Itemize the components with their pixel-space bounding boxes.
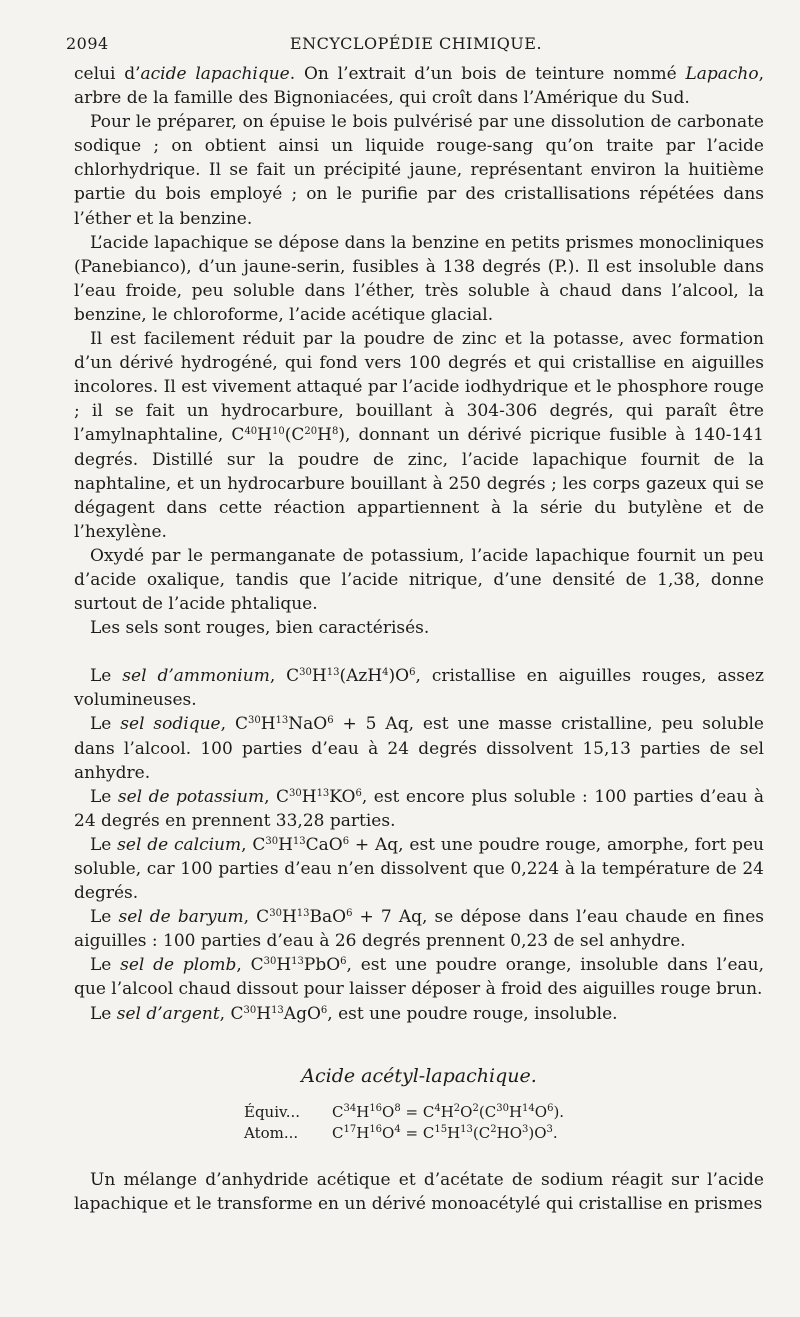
- paragraph: Le sel de plomb, $C^{30}H^{13}PbO^6$, est une poudre orange, insoluble dans l’eau, que l’alcool chaud dissout pour laisser déposer à froid des aiguilles rouge brun.: [74, 955, 764, 1000]
- page-number: 2094: [66, 34, 109, 53]
- paragraph: Le sel d’argent, $C^{30}H^{13}AgO^6$, est une poudre rouge, insoluble.: [90, 1003, 618, 1024]
- paragraph: L’acide lapachique se dépose dans la benzine en petits prismes monocliniques (Panebianco), d’un jaune-serin, fusibles à 138 degrés (P.). Il est insoluble dans l’eau froide, peu soluble dans l’éther, très soluble à chaud dans l’alcool, la benzine, le chloroforme, l’acide acétique glacial.: [74, 232, 764, 325]
- paragraph: Il est facilement réduit par la poudre de zinc et la potasse, avec formation d’un dérivé hydrogéné, qui fond vers 100 degrés et qui cristallise en aiguilles incolores. Il est vivement attaqué par l’acide iodhydrique et le phosphore rouge ; il se fait un hydrocarbure, bouillant à 304-306 degrés, qui paraît être l’amylnaphtaline, $C^{40}H^{10}(C^{20}H^8)$, donnant un dérivé picrique fusible à 140-141 degrés. Distillé sur la poudre de zinc, l’acide lapachique fournit de la naphtaline, et un hydrocarbure bouillant à 250 degrés ; les corps gazeux qui se dégagent dans cette réaction appartiennent à la série du butylène et de l’hexylène.: [74, 329, 765, 542]
- formula-label: Atom...: [244, 1123, 299, 1142]
- paragraph: Un mélange d’anhydride acétique et d’acétate de sodium réagit sur l’acide lapachique et le transforme en un dérivé monoacétylé qui cristallise en prismes: [74, 1169, 764, 1214]
- paragraph: Le sel de calcium, $C^{30}H^{13}CaO^6 + Aq$, est une poudre rouge, amorphe, fort peu soluble, car 100 parties d’eau n’en dissolvent que 0,224 à la température de 24 degrés.: [74, 834, 764, 904]
- section-title: Acide acétyl-lapachique.: [301, 1064, 537, 1087]
- paragraph: Le sel d’ammonium, $C^{30}H^{13}(AzH^4)O^6$, cristallise en aiguilles rouges, assez volumineuses.: [74, 666, 764, 711]
- page-header: [66, 34, 766, 58]
- formula-value: $C^{34}H^{16}O^8 = C^4H^2O^2(C^{30}H^{14}O^6)$.: [332, 1102, 565, 1121]
- running-title: ENCYCLOPÉDIE CHIMIQUE.: [289, 34, 543, 53]
- paragraph: Oxydé par le permanganate de potassium, l’acide lapachique fournit un peu d’acide oxalique, tandis que l’acide nitrique, d’une densité de 1,38, donne surtout de l’acide phtalique.: [74, 545, 764, 615]
- formula-atom: [244, 1123, 764, 1144]
- paragraph: Les sels sont rouges, bien caractérisés.: [90, 618, 430, 639]
- paragraph: celui d’acide lapachique. On l’extrait d’un bois de teinture nommé Lapacho, arbre de la famille des Bignoniacées, qui croît dans l’Amérique du Sud.: [74, 64, 764, 109]
- body-text: [74, 62, 764, 1216]
- paragraph: Le sel sodique, $C^{30}H^{13}NaO^6 + 5$ Aq, est une masse cristalline, peu soluble dans l’alcool. 100 parties d’eau à 24 degrés dissolvent 15,13 parties de sel anhydre.: [74, 714, 764, 783]
- formula-value: $C^{17}H^{16}O^4 = C^{15}H^{13}(C^2HO^3)O^3$.: [332, 1123, 558, 1142]
- formula-label: Équiv...: [244, 1102, 301, 1121]
- formula-equiv: [244, 1102, 764, 1123]
- paragraph: Pour le préparer, on épuise le bois pulvérisé par une dissolution de carbonate sodique ; on obtient ainsi un liquide rouge-sang qu’on traite par l’acide chlorhydrique. Il se fait un précipité jaune, représentant environ la huitième partie du bois employé ; on le purifie par des cristallisations répétées dans l’éther et la benzine.: [74, 112, 764, 229]
- paragraph: Le sel de potassium, $C^{30}H^{13}KO^6$, est encore plus soluble : 100 parties d’eau à 24 degrés en prennent 33,28 parties.: [74, 786, 764, 831]
- paragraph: Le sel de baryum, $C^{30}H^{13}BaO^6 + 7$ Aq, se dépose dans l’eau chaude en fines aiguilles : 100 parties d’eau à 26 degrés prennent 0,23 de sel anhydre.: [74, 907, 765, 952]
